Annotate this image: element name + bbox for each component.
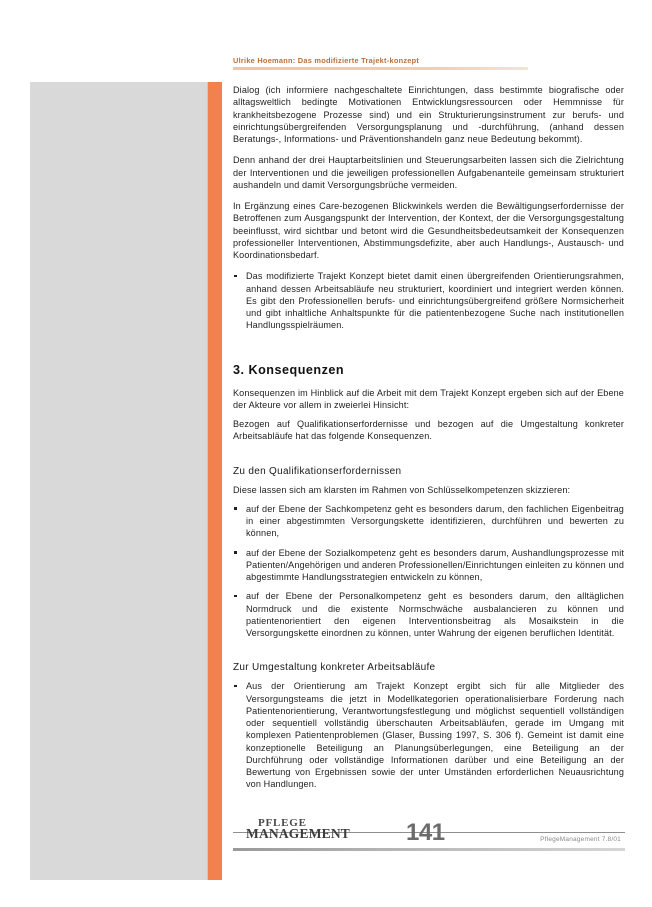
paragraph-konsequenzen-intro-2: Bezogen auf Qualifikationserfordernisse und bezogen auf die Umgestaltung konkreter Arbeitsabläufe hat das folgende Konsequenzen. [233, 419, 624, 442]
list-item [233, 503, 624, 540]
paragraph-konsequenzen-intro-1: Konsequenzen im Hinblick auf die Arbeit mit dem Trajekt Konzept ergeben sich auf der Ebene der Akteure vor allem in zweierlei Hinsicht: [233, 387, 624, 410]
list-item-text: auf der Ebene der Sozialkompetenz geht es besonders darum, Aushandlungsprozesse mit Patienten/Angehörigen und anderen Professionellen/Einrichtungen einleiten zu können und abgestimmte Handlungsstrategien entwickeln zu können, [246, 547, 624, 582]
spacer [233, 341, 624, 363]
brand-line-management: MANAGEMENT [246, 826, 350, 841]
paragraph-dialog: Dialog (ich informiere nachgeschaltete Einrichtungen, dass bestimmte biografische oder alltagsweltlich bedingte Motivationen Entwicklungsressourcen oder Hemmnisse für krankheitsbezogene Prozesse sind) und ein Strukturierungsinstrument zur berufs- und einrichtungsübergreifenden Versorgungsplanung und -durchführung, (anhand dessen Beratungs-, Informations- und Präventionshandeln ganz neue Bedeutung bekommt). [233, 85, 624, 144]
bullet-list-trajekt [233, 270, 624, 331]
list-item-text: Das modifizierte Trajekt Konzept bietet damit einen übergreifenden Orientierungsrahmen, anhand dessen Arbeitsabläufe neu strukturiert, koordiniert und integriert werden können. Es gibt den Professionellen berufs- und einrichtungsübergreifend größere Normsicherheit und gibt inhaltliche Anhaltspunkte für die patientenbezogene Suche nach institutionellen Handlungsspielräumen. [246, 271, 624, 331]
list-item [233, 680, 624, 790]
bullet-dot-icon [234, 551, 237, 554]
bullet-list-kompetenzen [233, 503, 624, 640]
section-title-text: Konsequenzen [248, 362, 345, 377]
running-head-text: Ulrike Hoemann: Das modifizierte Trajekt-konzept [233, 56, 420, 65]
left-gray-panel [30, 82, 208, 880]
section-number: 3. [233, 362, 245, 377]
list-item-text: Aus der Orientierung am Trajekt Konzept ergibt sich für alle Mitglieder des Versorgungsteams die jetzt in Modellkategorien operationalisierbare Forderung nach Patientenorientierung, Verantwortungsfestlegung und möglichst sequentiell vollständigen oder sequentiell vollständig überschauten Arbeitsabläufen, gerade im Umgang mit komplexen Patientenproblemen (Glaser, Bussing 1997, S. 306 f). Gemeint ist damit eine konzeptionelle Beteiligung an Planungsüberlegungen, eine Beteiligung an der Durchführung oder vollständige Informationen darüber und eine Beteiligung an der Bewertung von Ergebnissen sowie der unter Umständen erforderlichen Neuausrichtung von Handlungen. [246, 681, 624, 790]
spacer [233, 452, 624, 466]
paragraph-qualifikation-lead: Diese lassen sich am klarsten im Rahmen von Schlüsselkompetenzen skizzieren: [233, 484, 571, 495]
subheading-qualifikationserfordernisse: Zu den Qualifikationserfordernissen [233, 465, 402, 477]
bullet-dot-icon [234, 507, 237, 510]
footer-citation-note: PflegeManagement 7.8/01 [540, 836, 621, 843]
running-head-rule [233, 67, 528, 70]
list-item-text: auf der Ebene der Personalkompetenz geht es besonders darum, den alltäglichen Normdruck und die existente Normschwäche ausbalancieren zu können und patientenorientiert den eigenen Interventionsbeitrag als Mosaikstein in die Versorgungskette einordnen zu können, unter Wahrung der eigenen beruflichen Identität. [246, 591, 624, 638]
orange-accent-bar [208, 82, 222, 880]
list-item [233, 270, 624, 331]
running-head [233, 56, 625, 70]
paragraph-care-blickwinkel: In Ergänzung eines Care-bezogenen Blickwinkels werden die Bewältigungserfordernisse der Betroffenen zum Ausgangspunkt der Intervention, der Kontext, der die Versorgungsgestaltung beeinflusst, wird sichtbar und betont wird die Gesundheitsbedeutsamkeit der Konsequenzen professioneller Interventionen, Abstimmungsdefizite, aber auch Handlungs-, Austausch- und Koordinationsbedarf. [233, 201, 624, 260]
bullet-dot-icon [234, 275, 237, 278]
list-item-text: auf der Ebene der Sachkompetenz geht es besonders darum, den fachlichen Eigenbeitrag in einer abgestimmten Versorgungskette identifizieren, durchführen und bewerten zu können, [246, 503, 624, 539]
bullet-list-arbeitsablaeufe [233, 680, 624, 790]
paragraph-hauptarbeitslinien: Denn anhand der drei Hauptarbeitslinien und Steuerungsarbeiten lassen sich die Zielrichtung der Interventionen und die jeweiligen professionellen Aufgabenanteile gemeinsam strukturiert aushandeln und damit Versorgungsbrüche vermeiden. [233, 155, 624, 190]
brand-logo [246, 818, 350, 841]
bullet-dot-icon [234, 595, 237, 598]
list-item [233, 590, 624, 639]
section-heading-konsequenzen [233, 363, 624, 377]
subheading-arbeitsablaeufe: Zur Umgestaltung konkreter Arbeitsabläufe [233, 662, 436, 674]
footer-rule-bottom [233, 848, 625, 851]
page-footer [233, 818, 625, 862]
bullet-dot-icon [234, 685, 237, 688]
brand-line-pflege: PFLEGE [258, 817, 307, 829]
page-number: 141 [406, 819, 445, 846]
spacer [233, 648, 624, 662]
body-text-column [233, 84, 624, 800]
list-item [233, 547, 624, 584]
